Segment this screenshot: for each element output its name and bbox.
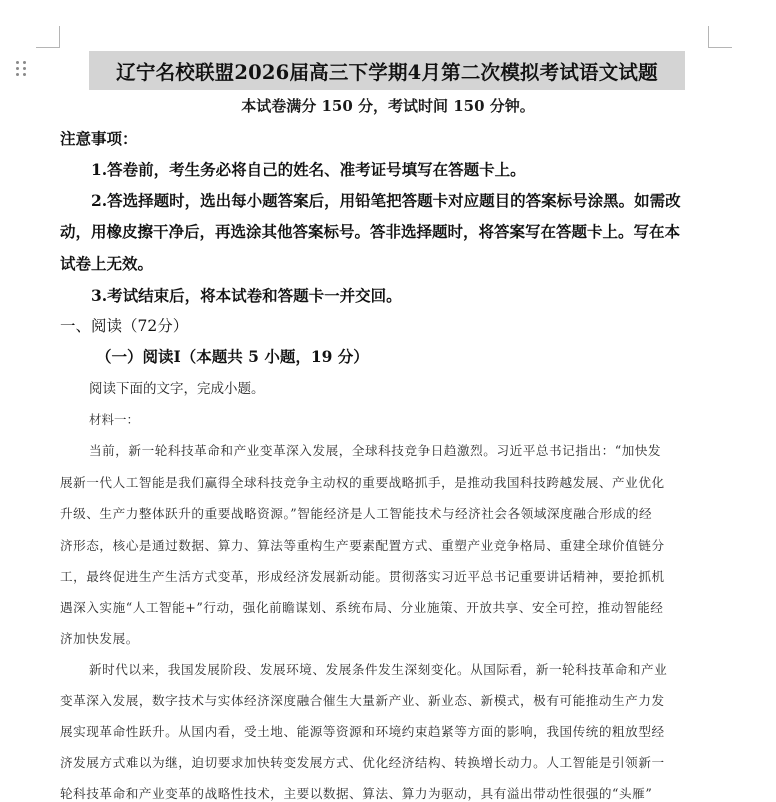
- notice-item-3: 3.考试结束后，将本试卷和答题卡一并交回。: [91, 286, 402, 305]
- crop-mark-top-right: [708, 47, 732, 48]
- material-label: 材料一：: [89, 412, 140, 427]
- notice-item-1: 1.答卷前，考生务必将自己的姓名、准考证号填写在答题卡上。: [91, 160, 526, 179]
- paragraph-line: 遇深入实施“人工智能+”行动，强化前瞻谋划、系统布局、分业施策、开放共享、安全可控，推动智能经: [60, 600, 664, 615]
- crop-mark-top-left: [36, 47, 60, 48]
- crop-mark-top-right: [708, 26, 709, 48]
- reading-instruction: 阅读下面的文字，完成小题。: [89, 381, 265, 397]
- notice-item-2: 2.答选择题时，选出每小题答案后，用铅笔把答题卡对应题目的答案标号涂黑。如需改: [91, 191, 681, 210]
- notice-item-2-end: 试卷上无效。: [60, 254, 154, 273]
- paragraph-line: 济发展方式难以为继，迫切要求加快转变发展方式、优化经济结构、转换增长动力。人工智能是引领新一: [60, 755, 665, 770]
- paragraph-line: 工，最终促进生产生活方式变革，形成经济发展新动能。贯彻落实习近平总书记重要讲话精神，要抢抓机: [60, 569, 665, 584]
- section-heading: 一、阅读（72分）: [60, 317, 189, 335]
- title-highlight[interactable]: [89, 51, 685, 90]
- paragraph-line: 济形态，核心是通过数据、算力、算法等重构生产要素配置方式、重塑产业竞争格局、重建全球价值链分: [60, 538, 665, 553]
- drag-handle-icon[interactable]: [16, 61, 28, 77]
- paragraph-line: 展实现革命性跃升。从国内看，受土地、能源等资源和环境约束趋紧等方面的影响，我国传统的粗放型经: [60, 724, 665, 739]
- paragraph-line: 展新一代人工智能是我们赢得全球科技竞争主动权的重要战略抓手，是推动我国科技跨越发展、产业优化: [60, 475, 665, 490]
- notice-heading: 注意事项：: [60, 129, 138, 148]
- exam-info: 本试卷满分 150 分，考试时间 150 分钟。: [241, 97, 535, 115]
- paragraph-line: 轮科技革命和产业变革的战略性技术，主要以数据、算法、算力为驱动，具有溢出带动性很强的“头雁”: [60, 786, 653, 801]
- paragraph-line: 济加快发展。: [60, 631, 139, 646]
- document-title[interactable]: 辽宁名校联盟2026届高三下学期4月第二次模拟考试语文试题: [116, 60, 658, 84]
- paragraph-line: 升级、生产力整体跃升的重要战略资源。”智能经济是人工智能技术与经济社会各领域深度融合形成的经: [60, 506, 653, 521]
- paragraph-line: 新时代以来，我国发展阶段、发展环境、发展条件发生深刻变化。从国际看，新一轮科技革命和产业: [89, 662, 668, 677]
- subsection-heading: （一）阅读Ⅰ（本题共 5 小题，19 分）: [96, 347, 369, 366]
- notice-item-2-cont: 动，用橡皮擦干净后，再选涂其他答案标号。答非选择题时，将答案写在答题卡上。写在本: [60, 222, 681, 241]
- crop-mark-top-left: [59, 26, 60, 48]
- paragraph-line: 当前，新一轮科技革命和产业变革深入发展，全球科技竞争日趋激烈。习近平总书记指出：“加快发: [89, 443, 662, 458]
- paragraph-line: 变革深入发展，数字技术与实体经济深度融合催生大量新产业、新业态、新模式，极有可能推动生产力发: [60, 693, 665, 708]
